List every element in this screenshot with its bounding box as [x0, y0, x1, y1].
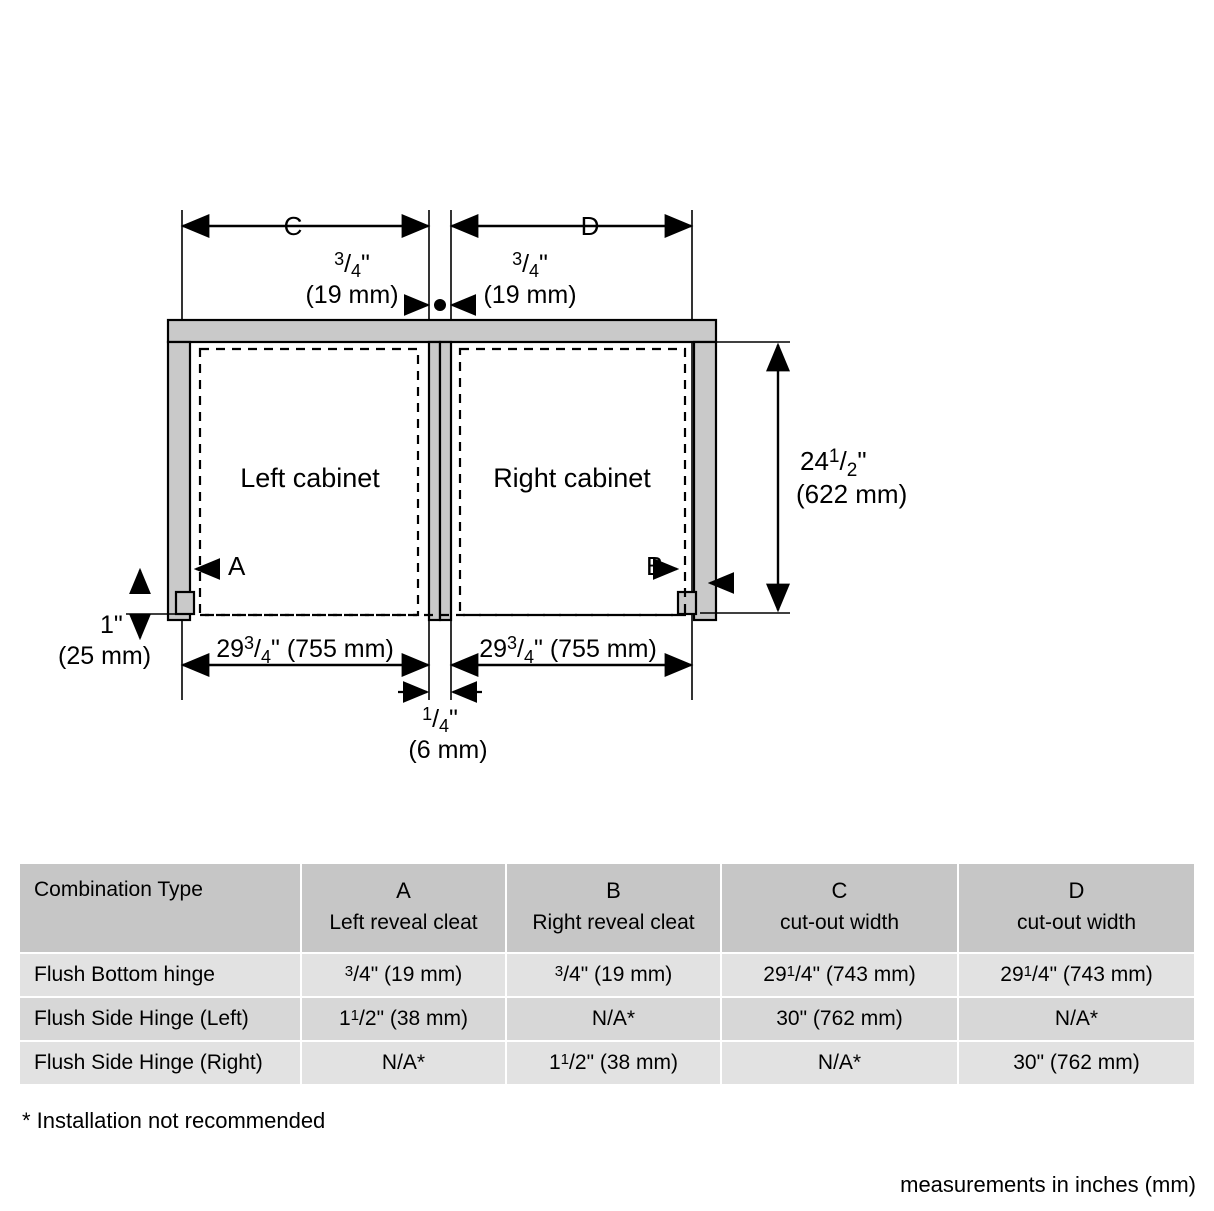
center-gap-inches: $^1/_4$" — [422, 704, 458, 736]
header-c-letter: C — [831, 878, 848, 903]
cell-b: N/A* — [506, 997, 721, 1041]
header-c — [721, 863, 958, 953]
left-outer-stile — [168, 342, 190, 620]
right-reveal-cleat — [678, 592, 696, 614]
footnote: * Installation not recommended — [22, 1108, 326, 1133]
dim-d-label: D — [580, 211, 600, 241]
header-a-letter: A — [396, 878, 411, 903]
header-b-letter: B — [606, 878, 621, 903]
top-rail — [168, 320, 716, 342]
left-cabinet-label: Left cabinet — [240, 463, 380, 493]
marker-a-label: A — [228, 551, 246, 581]
cell-a: N/A* — [301, 1041, 506, 1085]
center-gap-mm: (6 mm) — [408, 736, 488, 764]
units-note: measurements in inches (mm) — [900, 1172, 1196, 1197]
header-b — [506, 863, 721, 953]
row-label: Flush Bottom hinge — [19, 953, 301, 997]
row-label: Flush Side Hinge (Right) — [19, 1041, 301, 1085]
cell-c: N/A* — [721, 1041, 958, 1085]
height-mm: (622 mm) — [796, 479, 908, 509]
left-reveal-cleat — [176, 592, 194, 614]
bottom-left-inches: 1" — [100, 611, 123, 639]
table-row — [19, 1041, 1195, 1085]
cell-c: 30" (762 mm) — [721, 997, 958, 1041]
gap-left-inches: $^3/_4$" — [334, 249, 370, 281]
cell-a: 3/4" (19 mm) — [301, 953, 506, 997]
gap-left-mm: (19 mm) — [305, 281, 399, 309]
cell-a: 11/2" (38 mm) — [301, 997, 506, 1041]
combination-type-table — [18, 862, 1196, 1086]
cell-b: 3/4" (19 mm) — [506, 953, 721, 997]
table-row — [19, 997, 1195, 1041]
width-left-label: $29^3/_4$" (755 mm) — [216, 633, 394, 667]
header-b-sub: Right reveal cleat — [532, 911, 695, 934]
cell-d: 30" (762 mm) — [958, 1041, 1195, 1085]
table-header-row — [19, 863, 1195, 953]
header-d-letter: D — [1068, 878, 1085, 903]
center-point-marker — [434, 299, 446, 311]
bottom-left-mm: (25 mm) — [58, 642, 152, 670]
gap-right-inches: $^3/_4$" — [512, 249, 548, 281]
width-right-label: $29^3/_4$" (755 mm) — [479, 633, 657, 667]
cell-d: 291/4" (743 mm) — [958, 953, 1195, 997]
center-post-left — [429, 342, 440, 620]
gap-right-mm: (19 mm) — [483, 281, 577, 309]
header-a-sub: Left reveal cleat — [329, 911, 478, 934]
header-a — [301, 863, 506, 953]
marker-b-label: B — [646, 551, 664, 581]
height-inches: $24^1/_2$" — [800, 446, 867, 481]
cell-c: 291/4" (743 mm) — [721, 953, 958, 997]
row-label: Flush Side Hinge (Left) — [19, 997, 301, 1041]
right-outer-stile — [694, 342, 716, 620]
cell-b: 11/2" (38 mm) — [506, 1041, 721, 1085]
center-post-right — [440, 342, 451, 620]
header-c-sub: cut-out width — [779, 911, 900, 934]
table-row — [19, 953, 1195, 997]
right-cabinet-label: Right cabinet — [493, 463, 651, 493]
dim-c-label: C — [283, 211, 303, 241]
header-d-sub: cut-out width — [1016, 911, 1137, 934]
header-combination-type: Combination Type — [19, 863, 301, 953]
header-d — [958, 863, 1195, 953]
cell-d: N/A* — [958, 997, 1195, 1041]
